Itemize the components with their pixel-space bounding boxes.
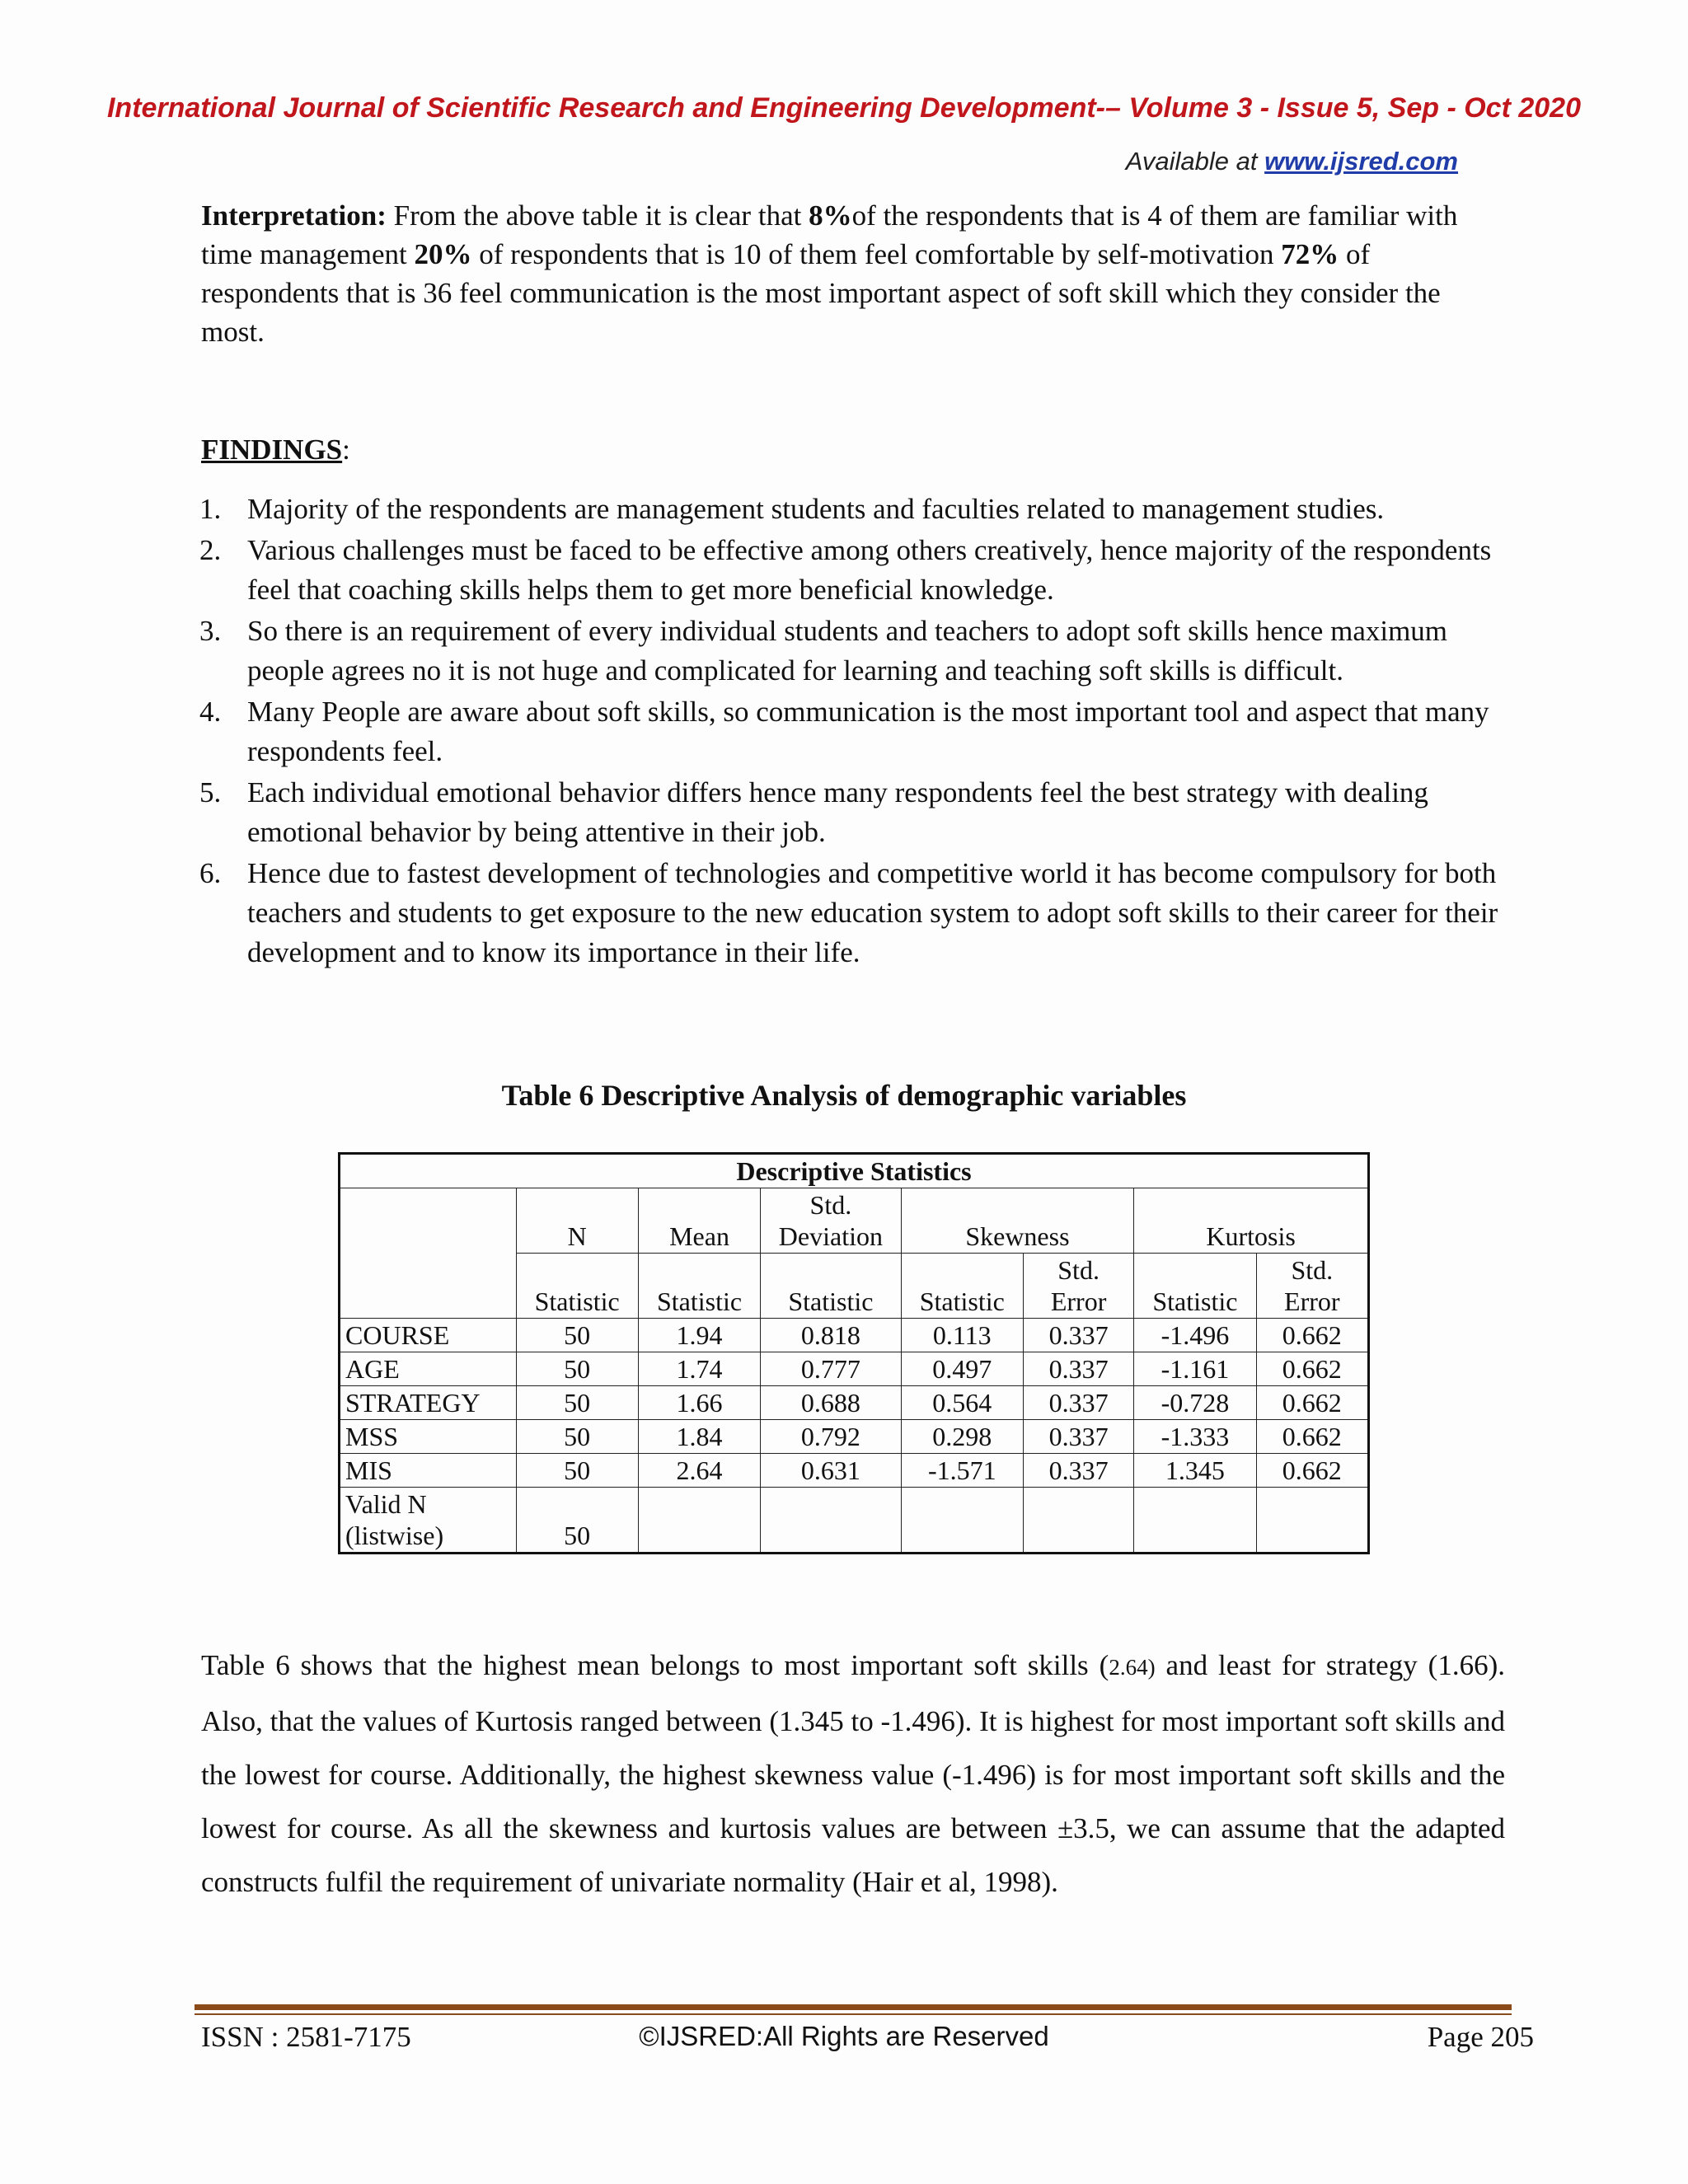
list-text: Many People are aware about soft skills, so communication is the most important tool and aspect that many respondents feel. bbox=[247, 696, 1489, 767]
table-cell: 0.688 bbox=[761, 1386, 901, 1420]
table-cell: -1.496 bbox=[1134, 1319, 1256, 1352]
list-item bbox=[199, 612, 1505, 691]
row-label: COURSE bbox=[340, 1319, 517, 1352]
table-cell: 0.337 bbox=[1023, 1352, 1133, 1386]
subheader-cell: Statistic bbox=[516, 1254, 638, 1319]
table-cell: 0.818 bbox=[761, 1319, 901, 1352]
table-cell: 0.631 bbox=[761, 1454, 901, 1488]
list-item bbox=[199, 490, 1505, 529]
subheader-cell: Statistic bbox=[638, 1254, 760, 1319]
journal-website-link[interactable]: www.ijsred.com bbox=[1264, 147, 1458, 176]
table-row bbox=[340, 1454, 1369, 1488]
interpretation-text: of the respondents that is 4 of them are familiar with time management bbox=[201, 199, 1458, 270]
table-cell: -0.728 bbox=[1134, 1386, 1256, 1420]
list-text: Each individual emotional behavior differs hence many respondents feel the best strategy with dealing emotional behavior by being attentive in their job. bbox=[247, 776, 1428, 848]
column-header-mean: Mean bbox=[638, 1188, 760, 1254]
list-number: 4. bbox=[199, 696, 222, 728]
table-cell: -1.571 bbox=[901, 1454, 1023, 1488]
list-text: Various challenges must be faced to be effective among others creatively, hence majority of the respondents feel that coaching skills helps them to get more beneficial knowledge. bbox=[247, 534, 1492, 606]
subheader-cell: Statistic bbox=[1134, 1254, 1256, 1319]
table-cell: 0.337 bbox=[1023, 1454, 1133, 1488]
subheader-cell: Std. Error bbox=[1256, 1254, 1368, 1319]
empty-cell bbox=[1023, 1488, 1133, 1554]
percent-value: 20% bbox=[414, 238, 472, 270]
column-header-std-dev: Std. Deviation bbox=[761, 1188, 901, 1254]
interpretation-paragraph bbox=[201, 196, 1505, 351]
summary-paragraph bbox=[201, 1638, 1505, 1909]
table-row bbox=[340, 1319, 1369, 1352]
list-item bbox=[199, 692, 1505, 771]
summary-small-text: 2.64) bbox=[1109, 1655, 1156, 1680]
table-cell: 0.337 bbox=[1023, 1319, 1133, 1352]
row-label: MSS bbox=[340, 1420, 517, 1454]
empty-cell bbox=[761, 1488, 901, 1554]
list-item bbox=[199, 773, 1505, 852]
table-cell: 0.497 bbox=[901, 1352, 1023, 1386]
interpretation-text: of respondents that is 36 feel communication is the most important aspect of soft skill which they consider the most. bbox=[201, 238, 1441, 348]
percent-value: 72% bbox=[1281, 238, 1339, 270]
table-cell: 0.298 bbox=[901, 1420, 1023, 1454]
subheader-cell: Statistic bbox=[901, 1254, 1023, 1319]
table-cell: 0.662 bbox=[1256, 1319, 1368, 1352]
list-item bbox=[199, 531, 1505, 610]
table-cell: 0.564 bbox=[901, 1386, 1023, 1420]
table-cell: 50 bbox=[516, 1386, 638, 1420]
list-text: So there is an requirement of every individual students and teachers to adopt soft skills hence maximum people agrees no it is not huge and complicated for learning and teaching soft skills is difficult. bbox=[247, 615, 1448, 687]
subheader-cell: Std. Error bbox=[1023, 1254, 1133, 1319]
findings-title: FINDINGS bbox=[201, 434, 343, 466]
list-number: 3. bbox=[199, 615, 222, 647]
footer-issn: ISSN : 2581-7175 bbox=[201, 2021, 411, 2053]
table-title: Descriptive Statistics bbox=[340, 1154, 1369, 1188]
column-header-skewness: Skewness bbox=[901, 1188, 1134, 1254]
row-label-valid-n: Valid N (listwise) bbox=[340, 1488, 517, 1554]
row-label: MIS bbox=[340, 1454, 517, 1488]
descriptive-statistics-table bbox=[338, 1152, 1370, 1554]
row-label: STRATEGY bbox=[340, 1386, 517, 1420]
findings-heading bbox=[201, 430, 1505, 469]
table-row bbox=[340, 1420, 1369, 1454]
table-cell: -1.333 bbox=[1134, 1420, 1256, 1454]
table-caption: Table 6 Descriptive Analysis of demographic variables bbox=[501, 1079, 1187, 1112]
subheader-cell: Statistic bbox=[761, 1254, 901, 1319]
table-cell: 1.94 bbox=[638, 1319, 760, 1352]
list-item bbox=[199, 854, 1505, 972]
table-cell: 1.84 bbox=[638, 1420, 760, 1454]
list-number: 1. bbox=[199, 493, 222, 525]
table-cell: 50 bbox=[516, 1319, 638, 1352]
table-cell: 0.662 bbox=[1256, 1454, 1368, 1488]
empty-cell bbox=[1256, 1488, 1368, 1554]
table-row bbox=[340, 1488, 1369, 1554]
table-cell: 0.662 bbox=[1256, 1420, 1368, 1454]
footer-rule-thick bbox=[195, 2004, 1512, 2010]
column-header-n: N bbox=[516, 1188, 638, 1254]
table-cell: 50 bbox=[516, 1352, 638, 1386]
available-at bbox=[1126, 147, 1458, 176]
footer-page-number: Page 205 bbox=[1427, 2021, 1534, 2053]
table-cell: 0.337 bbox=[1023, 1386, 1133, 1420]
table-cell: 50 bbox=[516, 1454, 638, 1488]
footer-rights: ©IJSRED:All Rights are Reserved bbox=[639, 2021, 1049, 2051]
table-cell: 0.337 bbox=[1023, 1420, 1133, 1454]
table-cell: 2.64 bbox=[638, 1454, 760, 1488]
table-cell: 0.113 bbox=[901, 1319, 1023, 1352]
table-cell: 0.662 bbox=[1256, 1386, 1368, 1420]
findings-colon: : bbox=[342, 434, 350, 466]
list-number: 2. bbox=[199, 534, 222, 566]
table-cell: 0.777 bbox=[761, 1352, 901, 1386]
table-row bbox=[340, 1352, 1369, 1386]
table-cell: 50 bbox=[516, 1420, 638, 1454]
table-row bbox=[340, 1386, 1369, 1420]
table-cell: 0.792 bbox=[761, 1420, 901, 1454]
list-text: Hence due to fastest development of technologies and competitive world it has become compulsory for both teachers and students to get exposure to the new education system to adopt soft skills to their career for their development and to know its importance in their life. bbox=[247, 857, 1498, 968]
summary-text: Table 6 shows that the highest mean belongs to most important soft skills ( bbox=[201, 1649, 1109, 1681]
column-header-kurtosis: Kurtosis bbox=[1134, 1188, 1369, 1254]
table-cell: 50 bbox=[516, 1488, 638, 1554]
interpretation-text: of respondents that is 10 of them feel comfortable by self-motivation bbox=[471, 238, 1282, 270]
empty-cell bbox=[638, 1488, 760, 1554]
empty-cell bbox=[901, 1488, 1023, 1554]
interpretation-text: From the above table it is clear that bbox=[386, 199, 809, 232]
footer-rule-thin bbox=[195, 2013, 1512, 2015]
row-label: AGE bbox=[340, 1352, 517, 1386]
table-cell: 1.74 bbox=[638, 1352, 760, 1386]
table-cell: 1.66 bbox=[638, 1386, 760, 1420]
empty-header-cell bbox=[340, 1188, 517, 1319]
interpretation-label: Interpretation: bbox=[201, 199, 387, 232]
list-number: 5. bbox=[199, 776, 222, 808]
table-cell: 1.345 bbox=[1134, 1454, 1256, 1488]
table-cell: -1.161 bbox=[1134, 1352, 1256, 1386]
table-cell: 0.662 bbox=[1256, 1352, 1368, 1386]
summary-text: and least for strategy (1.66). Also, that the values of Kurtosis ranged between (1.345 to -1.496). It is highest for most important soft skills and the lowest for course. Additionally, the highest skewness value (-1.496) is for most important soft skills and the lowest for course. As all the skewness and kurtosis values are between ±3.5, we can assume that the adapted constructs fulfil the requirement of univariate normality (Hair et al, 1998). bbox=[201, 1649, 1505, 1898]
journal-header: International Journal of Scientific Research and Engineering Development-– Volume 3 - Issue 5, Sep - Oct 2020 bbox=[106, 92, 1581, 124]
findings-list bbox=[199, 490, 1505, 974]
list-text: Majority of the respondents are management students and faculties related to management studies. bbox=[247, 493, 1385, 525]
list-number: 6. bbox=[199, 857, 222, 889]
empty-cell bbox=[1134, 1488, 1256, 1554]
available-prefix: Available at bbox=[1125, 147, 1265, 176]
percent-value: 8% bbox=[809, 199, 852, 232]
